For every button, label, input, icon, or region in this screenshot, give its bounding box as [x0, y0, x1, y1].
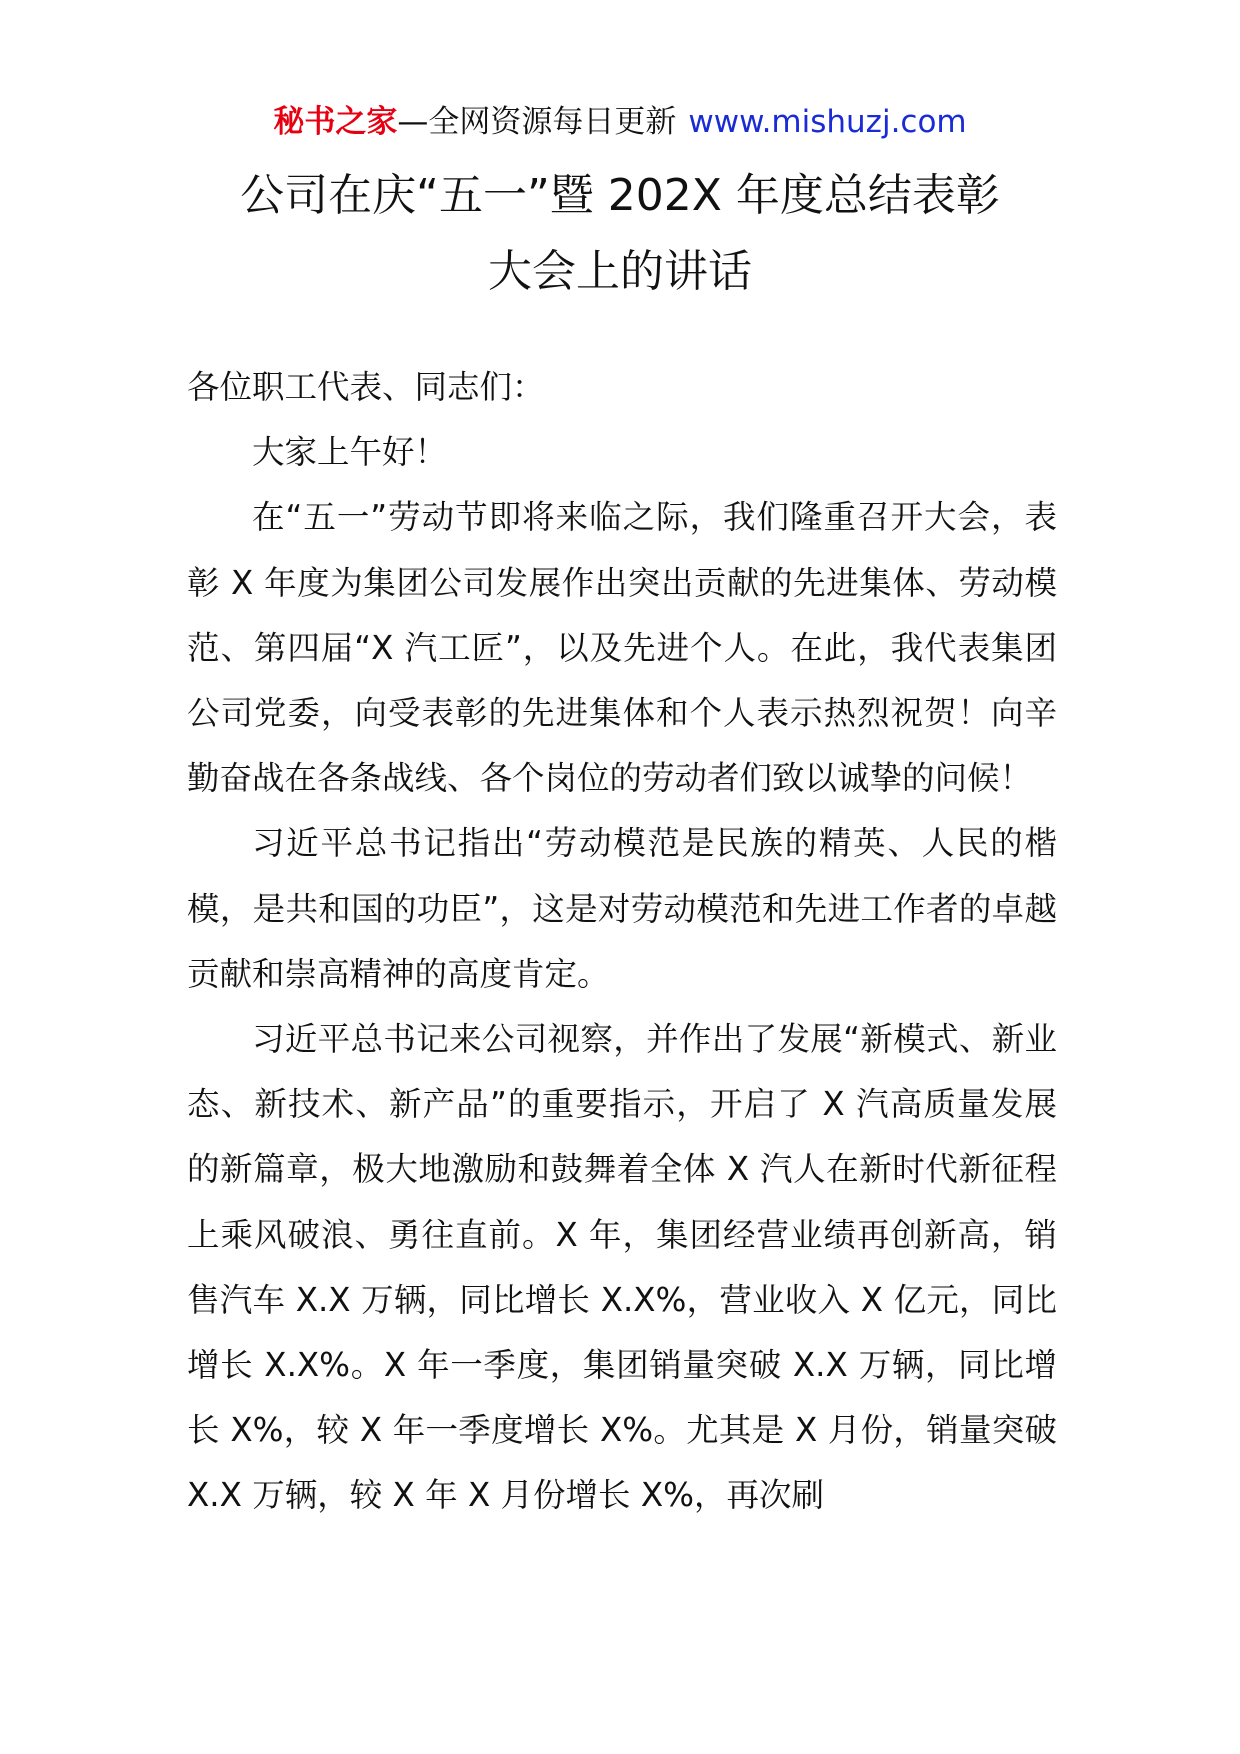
- paragraph-quote: 习近平总书记指出“劳动模范是民族的精英、人民的楷模，是共和国的功臣”，这是对劳动模范和先进工作者的卓越贡献和崇高精神的高度肯定。: [187, 824, 1057, 993]
- title-line-1: 公司在庆“五一”暨 202X 年度总结表彰: [240, 170, 1000, 221]
- watermark-header: [0, 98, 1240, 146]
- title-line-2: 大会上的讲话: [488, 246, 752, 297]
- paragraph-greeting: 大家上午好！: [252, 433, 448, 472]
- paragraph-commendation: 在“五一”劳动节即将来临之际，我们隆重召开大会，表彰 X 年度为集团公司发展作出突出贡献的先进集体、劳动模范、第四届“X 汽工匠”，以及先进个人。在此，我代表集团公司党委，向受表彰的先进集体和个人表示热烈祝贺！向辛勤奋战在各条战线、各个岗位的劳动者们致以诚挚的问候！: [187, 498, 1057, 798]
- brand-tagline: —全网资源每日更新: [397, 104, 677, 140]
- document-title: [150, 158, 1090, 310]
- speech-body: [187, 355, 1057, 1529]
- brand-name: 秘书之家: [273, 104, 398, 140]
- paragraph-performance: 习近平总书记来公司视察，并作出了发展“新模式、新业态、新技术、新产品”的重要指示，开启了 X 汽高质量发展的新篇章，极大地激励和鼓舞着全体 X 汽人在新时代新征程上乘风破浪、勇往直前。X 年，集团经营业绩再创新高，销售汽车 X.X 万辆，同比增长 X.X%，营业收入 X 亿元，同比增长 X.X%。X 年一季度，集团销量突破 X.X 万辆，同比增长 X%，较 X 年一季度增长 X%。尤其是 X 月份，销量突破 X.X 万辆，较 X 年 X 月份增长 X%，再次刷: [187, 1020, 1057, 1515]
- salutation: 各位职工代表、同志们：: [187, 368, 545, 406]
- site-url-link[interactable]: www.mishuzj.com: [688, 104, 967, 140]
